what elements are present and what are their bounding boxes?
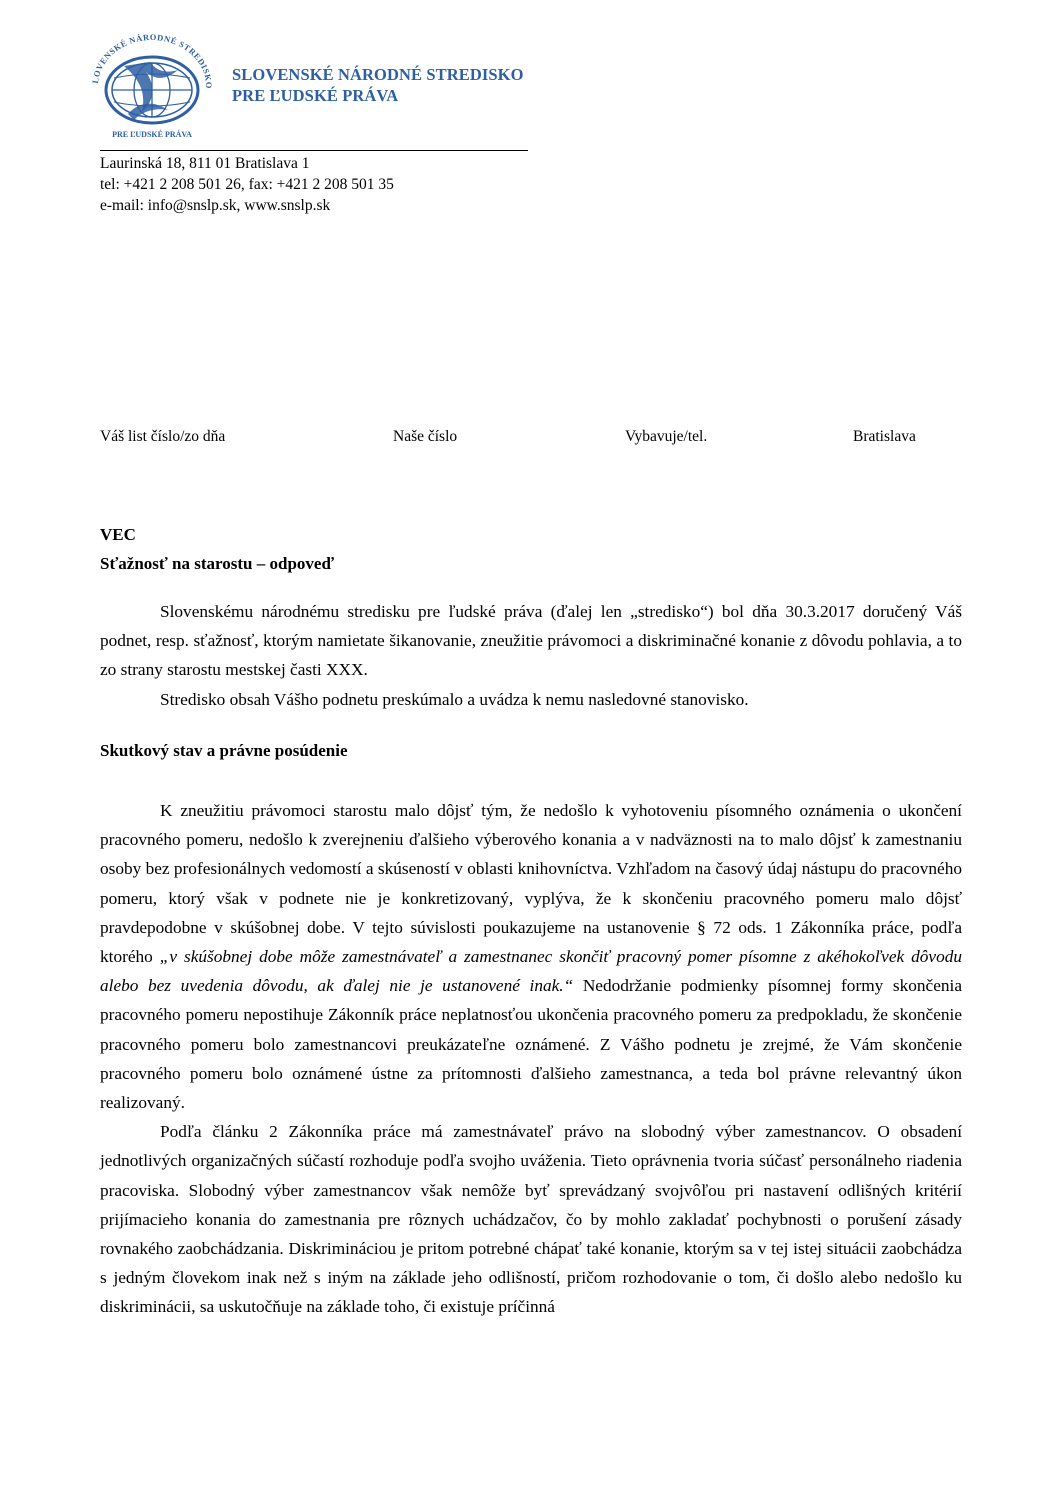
address-line: Laurinská 18, 811 01 Bratislava 1 — [100, 155, 310, 172]
contact-block — [100, 153, 394, 216]
snslp-logo-icon — [84, 30, 220, 146]
logo-top-text: LOVENSKÉ NÁRODNÉ STREDISKO — [91, 32, 214, 90]
header-divider — [100, 150, 528, 151]
section-heading: Skutkový stav a právne posúdenie — [100, 741, 348, 760]
organization-name-line2: PRE ĽUDSKÉ PRÁVA — [232, 86, 399, 105]
intro-paragraph-2: Stredisko obsah Vášho podnetu preskúmalo a uvádza k nemu nasledovné stanovisko. — [160, 689, 749, 709]
section-paragraph-2: Podľa článku 2 Zákonníka práce má zamestnávateľ právo na slobodný výber zamestnancov. O obsadení jednotlivých organizačných súčastí rozhoduje podľa svojho uváženia. Tieto oprávnenia tvoria súčasť personálneho riadenia pracoviska. Slobodný výber zamestnancov však nemôže byť sprevádzaný svojvôľou pri nastavení odlišných kritérií prijímacieho konania do zamestnania pre rôznych uchádzačov, čo by mohlo zakladať pochybnosti o porušení zásady rovnakého zaobchádzania. Diskrimináciou je pritom potrebné chápať také konanie, ktorým sa v tej istej situácii zaobchádza s jedným človekom inak než s iným na základe jeho odlišností, pričom rozhodovanie o tom, či došlo alebo nedošlo ku diskriminácii, sa uskutočňuje na základe toho, či existuje príčinná — [100, 1122, 962, 1317]
paragraph-text: Nedodržanie podmienky písomnej formy skončenia pracovného pomeru nepostihuje Zákonník práce neplatnosťou ukončenia pracovného pomeru za predpokladu, že skončenie pracovného pomeru bolo zamestnancovi preukázateľne oznámené. Z Vášho podnetu je zrejmé, že Vám skončenie pracovného pomeru bolo oznámené ústne za prítomnosti ďalšieho zamestnanca, a teda bol právne relevantný úkon realizovaný. — [100, 976, 962, 1113]
logo-bottom-text: PRE ĽUDSKÉ PRÁVA — [112, 130, 192, 139]
intro-text — [100, 597, 962, 714]
intro-paragraph-1: Slovenskému národnému stredisku pre ľudské práva (ďalej len „stredisko“) bol dňa 30.3.2017 doručený Váš podnet, resp. sťažnosť, ktorým namietate šikanovanie, zneužitie právomoci a diskriminačné konanie z dôvodu pohlavia, a to zo strany starostu mestskej časti XXX. — [100, 602, 962, 680]
organization-logo — [84, 30, 220, 146]
section-paragraph-1 — [100, 796, 962, 1117]
paragraph-text: K zneužitiu právomoci starostu malo dôjsť tým, že nedošlo k vyhotoveniu písomného oznámenia o ukončení pracovného pomeru, nedošlo k zverejneniu ďalšieho výberového konania a v nadväznosti na to malo dôjsť k zamestnaniu osoby bez profesionálnych vedomostí a skúseností v oblasti knihovníctva. Vzhľadom na časový údaj nástupu do pracovného pomeru, ktorý však v podnete nie je konkretizovaný, vyplýva, že k skončeniu pracovného pomeru malo dôjsť pravdepodobne v skúšobnej dobe. V tejto súvislosti poukazujeme na ustanovenie § 72 ods. 1 Zákonníka práce, podľa ktorého — [100, 801, 962, 967]
subject-label: VEC — [100, 525, 136, 544]
phone-line: tel: +421 2 208 501 26, fax: +421 2 208 501 35 — [100, 176, 394, 193]
your-letter-label: Váš list číslo/zo dňa — [100, 428, 226, 445]
handled-by-label: Vybavuje/tel. — [625, 428, 708, 445]
subject-title: Sťažnosť na starostu – odpoveď — [100, 554, 334, 573]
section-text — [100, 796, 962, 1322]
our-number-label: Naše číslo — [393, 428, 458, 445]
subject-block — [100, 520, 334, 578]
legal-quote: „v skúšobnej dobe môže zamestnávateľ a zamestnanec skončiť pracovný pomer písomne z akéhokoľvek dôvodu alebo bez uvedenia dôvodu, ak ďalej nie je ustanovené inak.“ — [100, 947, 962, 996]
organization-name-line1: SLOVENSKÉ NÁRODNÉ STREDISKO — [232, 65, 524, 84]
organization-name — [232, 64, 524, 106]
place-label: Bratislava — [853, 428, 916, 445]
email-line: e-mail: info@snslp.sk, www.snslp.sk — [100, 197, 331, 214]
